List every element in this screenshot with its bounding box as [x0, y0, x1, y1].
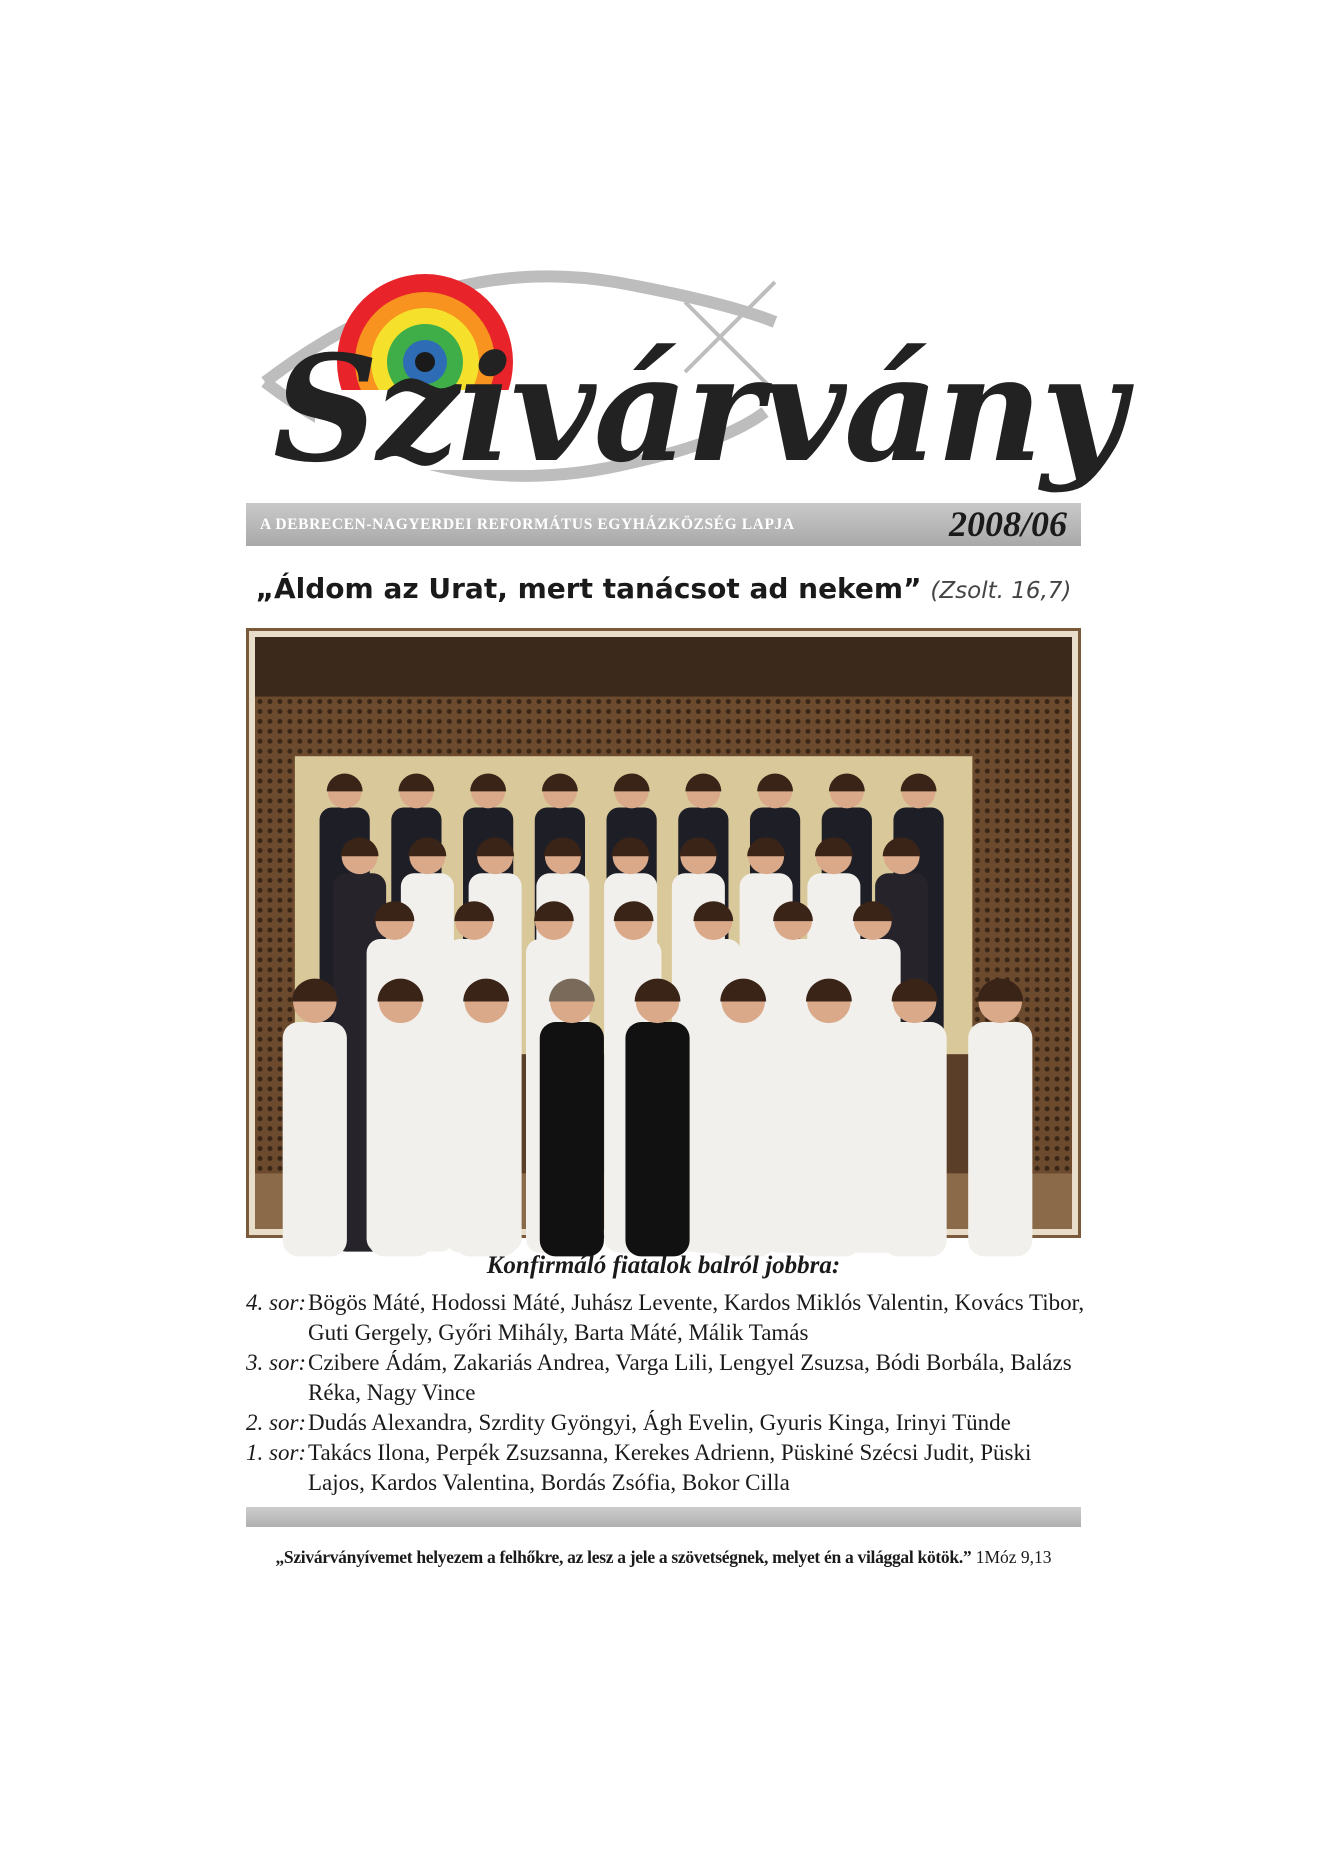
- masthead-banner: [246, 503, 1081, 546]
- row-label: 3. sor:: [246, 1350, 307, 1375]
- row-names: Bögös Máté, Hodossi Máté, Juhász Levente, Kardos Miklós Valentin, Kovács Tibor, Guti Gergely, Győri Mihály, Barta Máté, Málik Tamás: [308, 1290, 1085, 1345]
- row-names: Dudás Alexandra, Szrdity Gyöngyi, Ágh Evelin, Gyuris Kinga, Irinyi Tünde: [308, 1410, 1011, 1435]
- masthead-title: Szivárvány: [273, 324, 1124, 495]
- masthead-subtitle: A DEBRECEN-NAGYERDEI REFORMÁTUS EGYHÁZKÖZSÉG LAPJA: [260, 516, 795, 533]
- person-body: [454, 1022, 518, 1256]
- person-body: [540, 1022, 604, 1256]
- person-body: [283, 1022, 347, 1256]
- masthead-logo: [255, 262, 1124, 502]
- group-photo-image: [255, 637, 1072, 1229]
- name-rows: [246, 1288, 1091, 1498]
- name-row: [246, 1288, 1091, 1348]
- footer-quote: [246, 1547, 1081, 1568]
- footer-quote-reference: 1Móz 9,13: [975, 1547, 1052, 1567]
- group-photo: [246, 628, 1081, 1238]
- caption-title: Konfirmáló fiatalok balról jobbra:: [486, 1252, 841, 1279]
- name-row: [246, 1408, 1091, 1438]
- person-body: [797, 1022, 861, 1256]
- motto: [246, 572, 1081, 605]
- motto-reference: (Zsolt. 16,7): [930, 578, 1072, 604]
- motto-text: „Áldom az Urat, mert tanácsot ad nekem”: [255, 572, 922, 605]
- divider-bar: [246, 1507, 1081, 1527]
- issue-number: 2008/06: [948, 504, 1067, 544]
- footer-quote-text: „Szivárványívemet helyezem a felhőkre, az lesz a jele a szövetségnek, melyet én a világgal kötök.”: [275, 1547, 972, 1567]
- person-body: [625, 1022, 689, 1256]
- row-label: 2. sor:: [246, 1410, 307, 1435]
- row-names: Czibere Ádám, Zakariás Andrea, Varga Lili, Lengyel Zsuzsa, Bódi Borbála, Balázs Réka, Nagy Vince: [308, 1350, 1072, 1405]
- row-names: Takács Ilona, Perpék Zsuzsanna, Kerekes Adrienn, Püskiné Szécsi Judit, Püski Lajos, Kardos Valentina, Bordás Zsófia, Bokor Cilla: [308, 1440, 1032, 1495]
- name-row: [246, 1348, 1091, 1408]
- person-body: [368, 1022, 432, 1256]
- row-label: 1. sor:: [246, 1440, 307, 1465]
- person-body: [882, 1022, 946, 1256]
- name-row: [246, 1438, 1091, 1498]
- person-body: [711, 1022, 775, 1256]
- person-body: [968, 1022, 1032, 1256]
- row-label: 4. sor:: [246, 1290, 307, 1315]
